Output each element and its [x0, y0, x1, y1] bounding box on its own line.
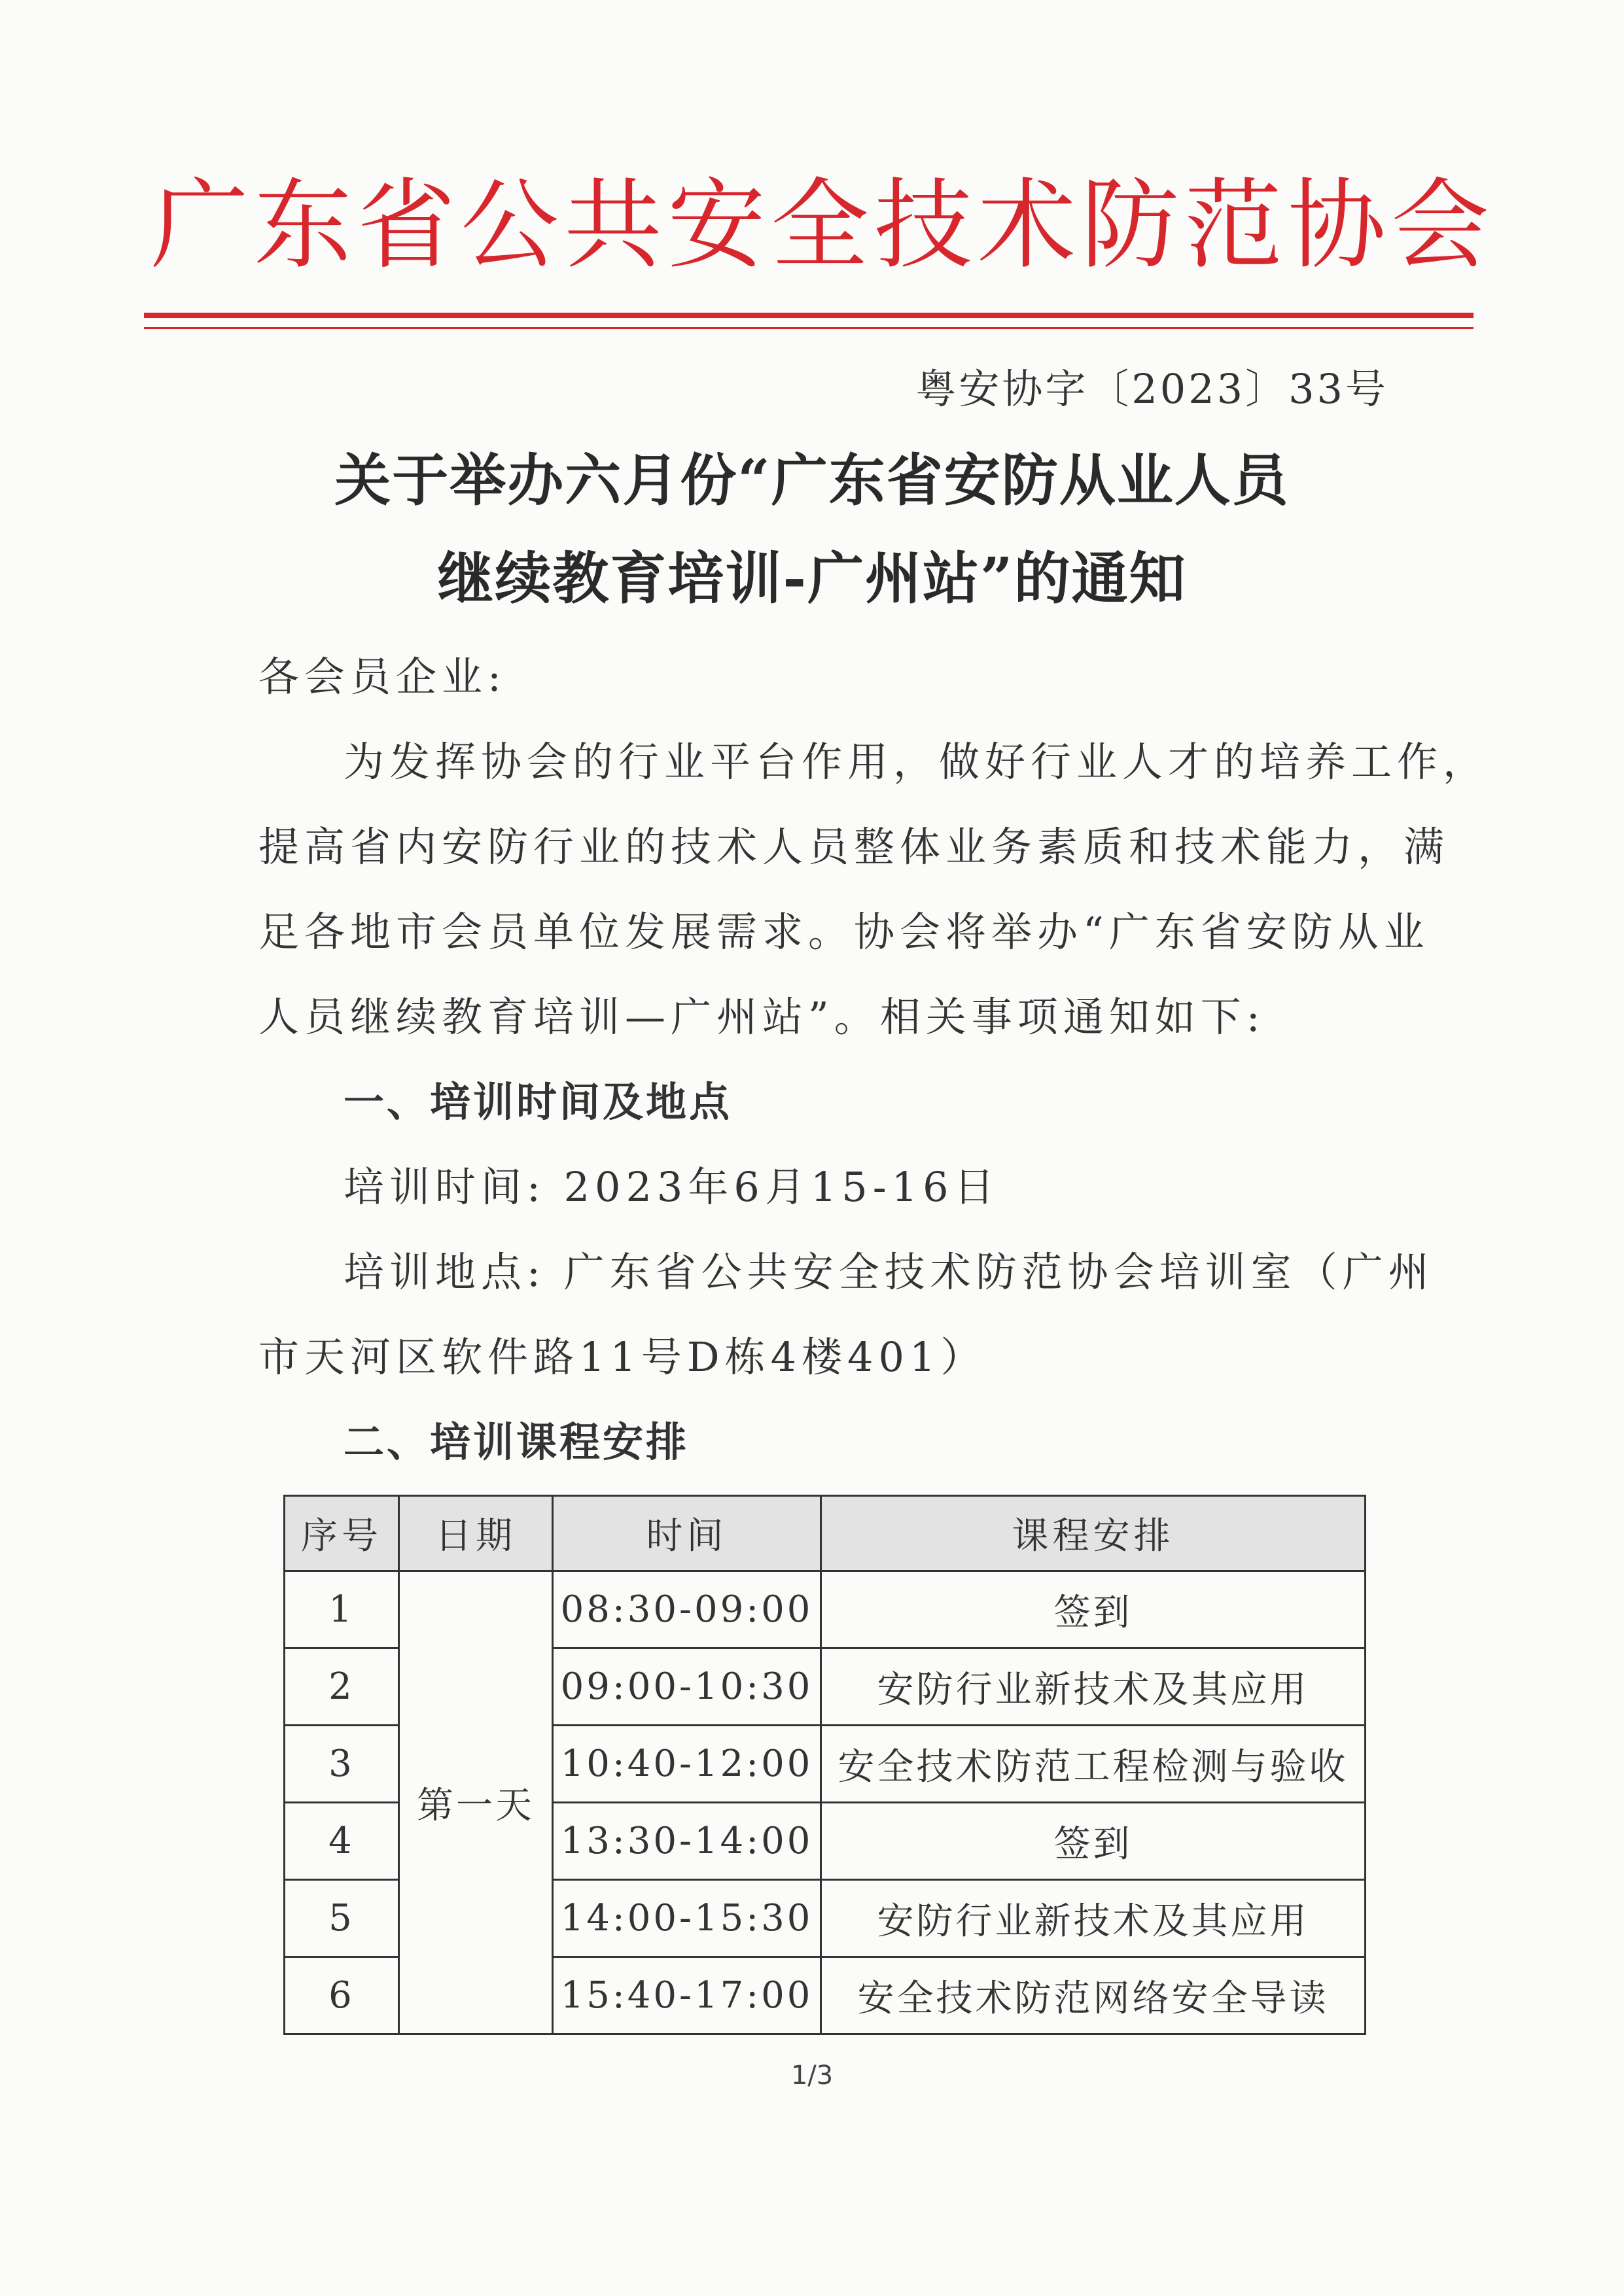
- row-no: 6: [285, 1957, 399, 2034]
- salutation: 各会员企业:: [258, 653, 506, 701]
- schedule-table: [283, 1495, 1366, 2035]
- row-no: 1: [285, 1571, 399, 1648]
- notice-title-line-1: 关于举办六月份“广东省安防从业人员: [334, 447, 1290, 513]
- header-time: 时间: [553, 1496, 821, 1571]
- row-time: 08:30-09:00: [553, 1571, 821, 1648]
- row-course: 安全技术防范网络安全导读: [821, 1957, 1366, 2034]
- row-time: 13:30-14:00: [553, 1803, 821, 1880]
- intro-line: 为发挥协会的行业平台作用，做好行业人才的培养工作，: [344, 738, 1489, 786]
- notice-title-line-2: 继续教育培训-广州站”的通知: [437, 546, 1187, 612]
- header-rule-thin: [144, 327, 1474, 329]
- training-place-line-2: 市天河区软件路11号D栋4楼401）: [258, 1333, 987, 1381]
- row-course: 签到: [821, 1571, 1366, 1648]
- row-time: 09:00-10:30: [553, 1648, 821, 1726]
- row-no: 2: [285, 1648, 399, 1726]
- organization-header: 广东省公共安全技术防范协会: [150, 169, 1495, 283]
- page-number: 1/3: [790, 2061, 834, 2091]
- header-no: 序号: [285, 1496, 399, 1571]
- schedule-header-row: [285, 1496, 1366, 1571]
- row-course: 安全技术防范工程检测与验收: [821, 1726, 1366, 1803]
- table-row: [285, 1571, 1366, 1648]
- header-course: 课程安排: [821, 1496, 1366, 1571]
- row-course: 安防行业新技术及其应用: [821, 1880, 1366, 1957]
- day-label: 第一天: [399, 1571, 553, 2034]
- row-no: 4: [285, 1803, 399, 1880]
- training-time: 培训时间: 2023年6月15-16日: [344, 1163, 1000, 1211]
- section-heading-schedule: 二、培训课程安排: [344, 1418, 690, 1466]
- header-rule-thick: [144, 313, 1474, 318]
- row-course: 安防行业新技术及其应用: [821, 1648, 1366, 1726]
- row-course: 签到: [821, 1803, 1366, 1880]
- section-heading-time-place: 一、培训时间及地点: [344, 1078, 733, 1126]
- intro-line: 足各地市会员单位发展需求。协会将举办“广东省安防从业: [258, 908, 1430, 956]
- row-time: 10:40-12:00: [553, 1726, 821, 1803]
- training-place-line-1: 培训地点: 广东省公共安全技术防范协会培训室（广州: [344, 1248, 1434, 1296]
- intro-line: 提高省内安防行业的技术人员整体业务素质和技术能力，满: [258, 823, 1450, 871]
- header-date: 日期: [399, 1496, 553, 1571]
- intro-line: 人员继续教育培训—广州站”。相关事项通知如下:: [258, 993, 1265, 1041]
- row-no: 3: [285, 1726, 399, 1803]
- row-time: 14:00-15:30: [553, 1880, 821, 1957]
- document-number: 粤安协字〔2023〕33号: [915, 365, 1388, 413]
- row-no: 5: [285, 1880, 399, 1957]
- row-time: 15:40-17:00: [553, 1957, 821, 2034]
